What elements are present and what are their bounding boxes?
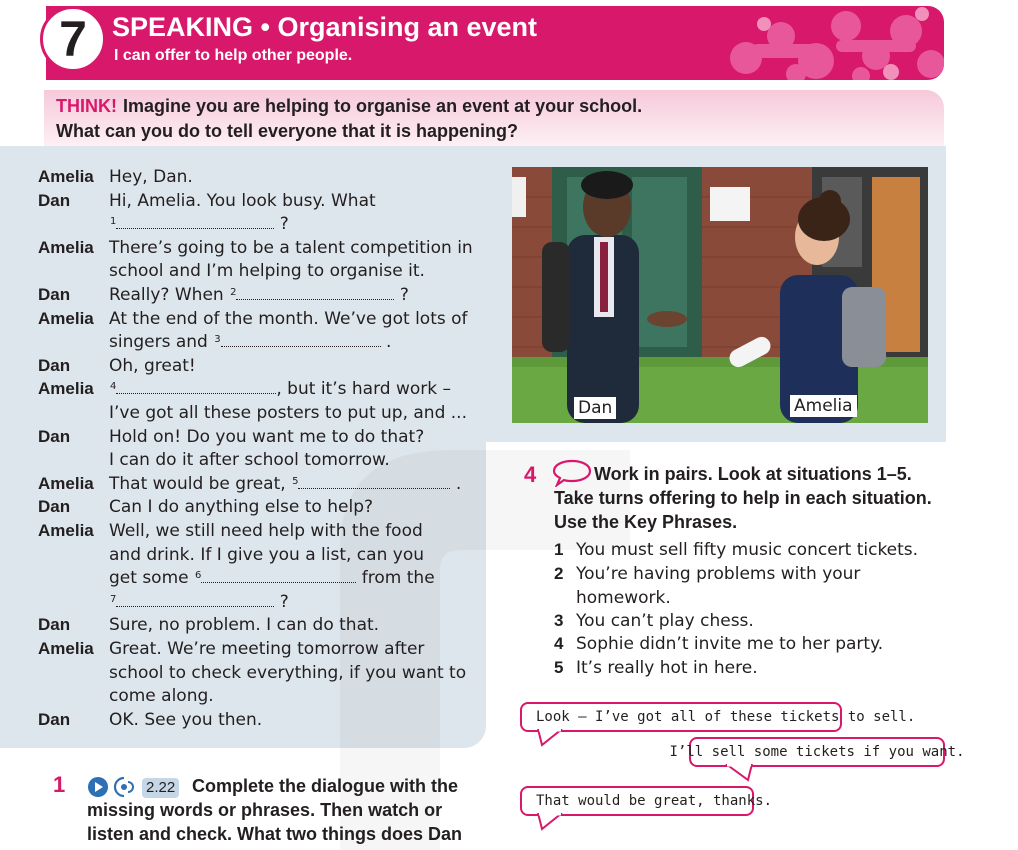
situation-5-number: 5 <box>554 658 564 677</box>
dialogue-text: Great. We’re meeting tomorrow after <box>109 639 425 659</box>
exercise-4-number: 4 <box>524 462 537 487</box>
exercise-4-instruction-line3: Use the Key Phrases. <box>554 512 738 532</box>
exercise-4-instruction-line1: Work in pairs. Look at situations 1–5. <box>594 464 912 484</box>
gap-number: 6 <box>195 570 202 582</box>
answer-blank[interactable] <box>116 593 274 607</box>
dialogue-speaker: Amelia <box>38 379 94 399</box>
dialogue-text: Can I do anything else to help? <box>109 497 374 518</box>
gap-number: 3 <box>214 334 221 346</box>
gap-number: 4 <box>110 381 117 393</box>
dialogue-text: school to check everything, if you want to <box>109 662 467 683</box>
answer-blank[interactable] <box>116 380 276 394</box>
gap-number: 5 <box>292 475 299 487</box>
think-question-line2: What can you do to tell everyone that it is happening? <box>56 121 519 141</box>
photo-label-amelia: Amelia <box>790 395 857 417</box>
answer-blank[interactable] <box>221 333 381 347</box>
speech-bubble-3: That would be great, thanks. <box>520 786 754 816</box>
dialogue-text: Hi, Amelia. You look busy. What <box>109 190 376 211</box>
exercise-1-instruction-line2: missing words or phrases. Then watch or <box>87 800 443 820</box>
dialogue-line <box>109 709 262 731</box>
dialogue-text: school and I’m helping to organise it. <box>109 261 425 282</box>
dialogue-speaker: Dan <box>38 285 71 304</box>
dialogue-speaker: Dan <box>38 497 71 517</box>
dialogue-line <box>109 260 425 282</box>
dialogue-line <box>109 426 424 448</box>
dialogue-text: get some <box>109 568 189 589</box>
dialogue-text: Really? When <box>109 285 224 305</box>
situation-1-number: 1 <box>554 540 564 559</box>
dialogue-text: Sure, no problem. I can do that. <box>109 615 380 636</box>
situation-2-text-line1: You’re having problems with your <box>576 564 861 584</box>
speech-bubble-2: I’ll sell some tickets if you want. <box>689 737 945 767</box>
answer-blank[interactable] <box>298 475 450 489</box>
exercise-1-instruction-line3: listen and check. What two things does Dan <box>87 824 463 844</box>
exercise-1-instruction-line1: Complete the dialogue with the <box>192 776 459 796</box>
dialogue-text: At the end of the month. We’ve got lots of <box>109 308 468 329</box>
think-label: THINK! <box>56 96 117 116</box>
dialogue-text: and drink. If I give you a list, can you <box>109 544 424 565</box>
situation-3-number: 3 <box>554 611 564 630</box>
dialogue-speaker: Amelia <box>38 308 94 328</box>
unit-number-badge: 7 <box>40 6 106 72</box>
think-question-line1 <box>56 96 642 117</box>
situation-5-text: It’s really hot in here. <box>576 658 758 678</box>
page-subtitle: I can offer to help other people. <box>114 47 353 64</box>
gap-number: 2 <box>230 287 237 298</box>
dialogue-speaker: Dan <box>38 355 71 375</box>
dialogue-text: I’ve got all these posters to put up, and ... <box>109 403 467 423</box>
dialogue-line <box>109 473 461 495</box>
dialogue-line <box>109 614 379 636</box>
dialogue-speaker: Amelia <box>38 639 94 658</box>
dialogue-line <box>109 591 289 613</box>
dialogue-line <box>109 308 468 330</box>
situation-2-text-line2: homework. <box>576 588 671 608</box>
dialogue-text: There’s going to be a talent competition in <box>109 237 473 258</box>
situation-4-number: 4 <box>554 634 564 653</box>
dialogue-line <box>109 166 193 188</box>
dialogue-speaker: Amelia <box>38 521 94 540</box>
dialogue-text: come along. <box>109 686 214 707</box>
dialogue-line <box>109 190 376 212</box>
speech-bubble-1: Look – I’ve got all of these tickets to sell. <box>520 702 842 732</box>
speech-bubble-3-tail <box>536 813 566 831</box>
think-text-line1: Imagine you are helping to organise an event at your school. <box>123 96 643 116</box>
dialogue-line <box>109 449 390 471</box>
photo-label-dan: Dan <box>574 397 616 419</box>
dialogue-line <box>109 544 424 566</box>
dialogue-text-after: ? <box>279 591 289 612</box>
dialogue-line <box>109 638 424 660</box>
dialogue-line <box>109 355 196 377</box>
dialogue-speaker: Amelia <box>38 473 94 493</box>
dialogue-text-after: . <box>455 473 462 494</box>
dialogue-text: Oh, great! <box>109 355 196 376</box>
page-title: SPEAKING • Organising an event <box>112 12 538 42</box>
dialogue-text: Well, we still need help with the food <box>109 521 423 541</box>
answer-blank[interactable] <box>116 215 274 229</box>
dialogue-text: I can do it after school tomorrow. <box>109 450 390 471</box>
dialogue-text-after: ? <box>279 214 289 235</box>
dialogue-text: Hold on! Do you want me to do that? <box>109 426 425 447</box>
audio-track-icon[interactable] <box>113 776 139 798</box>
dialogue-line <box>109 378 451 400</box>
dialogue-line <box>109 402 467 424</box>
situation-2-number: 2 <box>554 564 564 583</box>
speech-bubble-1-tail <box>536 729 566 747</box>
audio-track-number: 2.22 <box>142 778 179 798</box>
situation-3-text: You can’t play chess. <box>576 611 754 631</box>
answer-blank[interactable] <box>236 286 394 300</box>
dialogue-text-after: ? <box>399 285 409 305</box>
dialogue-text: Hey, Dan. <box>109 167 193 187</box>
dialogue-speaker: Dan <box>38 615 71 635</box>
dialogue-speaker: Dan <box>38 426 71 446</box>
dialogue-line <box>109 496 373 518</box>
situation-1-text: You must sell fifty music concert tickets. <box>576 540 919 560</box>
gap-number: 7 <box>110 593 117 605</box>
dialogue-speaker: Dan <box>38 190 71 210</box>
dialogue-speaker: Amelia <box>38 237 94 257</box>
dialogue-line <box>109 520 423 542</box>
exercise-4-instruction-line2: Take turns offering to help in each situation. <box>554 488 932 508</box>
dialogue-text-after: . <box>386 332 392 353</box>
dialogue-line <box>109 213 289 235</box>
exercise-1-number: 1 <box>53 772 66 797</box>
situation-4-text: Sophie didn’t invite me to her party. <box>576 634 884 654</box>
speech-bubble-2-tail <box>722 764 756 782</box>
dialogue-line <box>109 284 409 306</box>
speech-bubble-icon <box>552 459 592 487</box>
dialogue-text: singers and <box>109 332 208 353</box>
video-play-icon[interactable] <box>87 776 109 798</box>
dialogue-speaker: Dan <box>38 709 71 729</box>
dialogue-text-after: from the <box>361 568 435 589</box>
dialogue-line <box>109 662 466 684</box>
dialogue-text: That would be great, <box>109 473 286 494</box>
dialogue-speaker: Amelia <box>38 167 94 186</box>
dialogue-line <box>109 331 391 353</box>
dialogue-text: OK. See you then. <box>109 709 263 730</box>
answer-blank[interactable] <box>201 569 356 583</box>
dialogue-line <box>109 685 214 707</box>
dialogue-text-after: , but it’s hard work – <box>276 379 451 400</box>
dialogue-line <box>109 567 435 589</box>
gap-number: 1 <box>110 216 117 228</box>
dialogue-line <box>109 237 473 259</box>
video-still-photo <box>512 167 928 423</box>
school-entrance-scene <box>512 167 928 423</box>
